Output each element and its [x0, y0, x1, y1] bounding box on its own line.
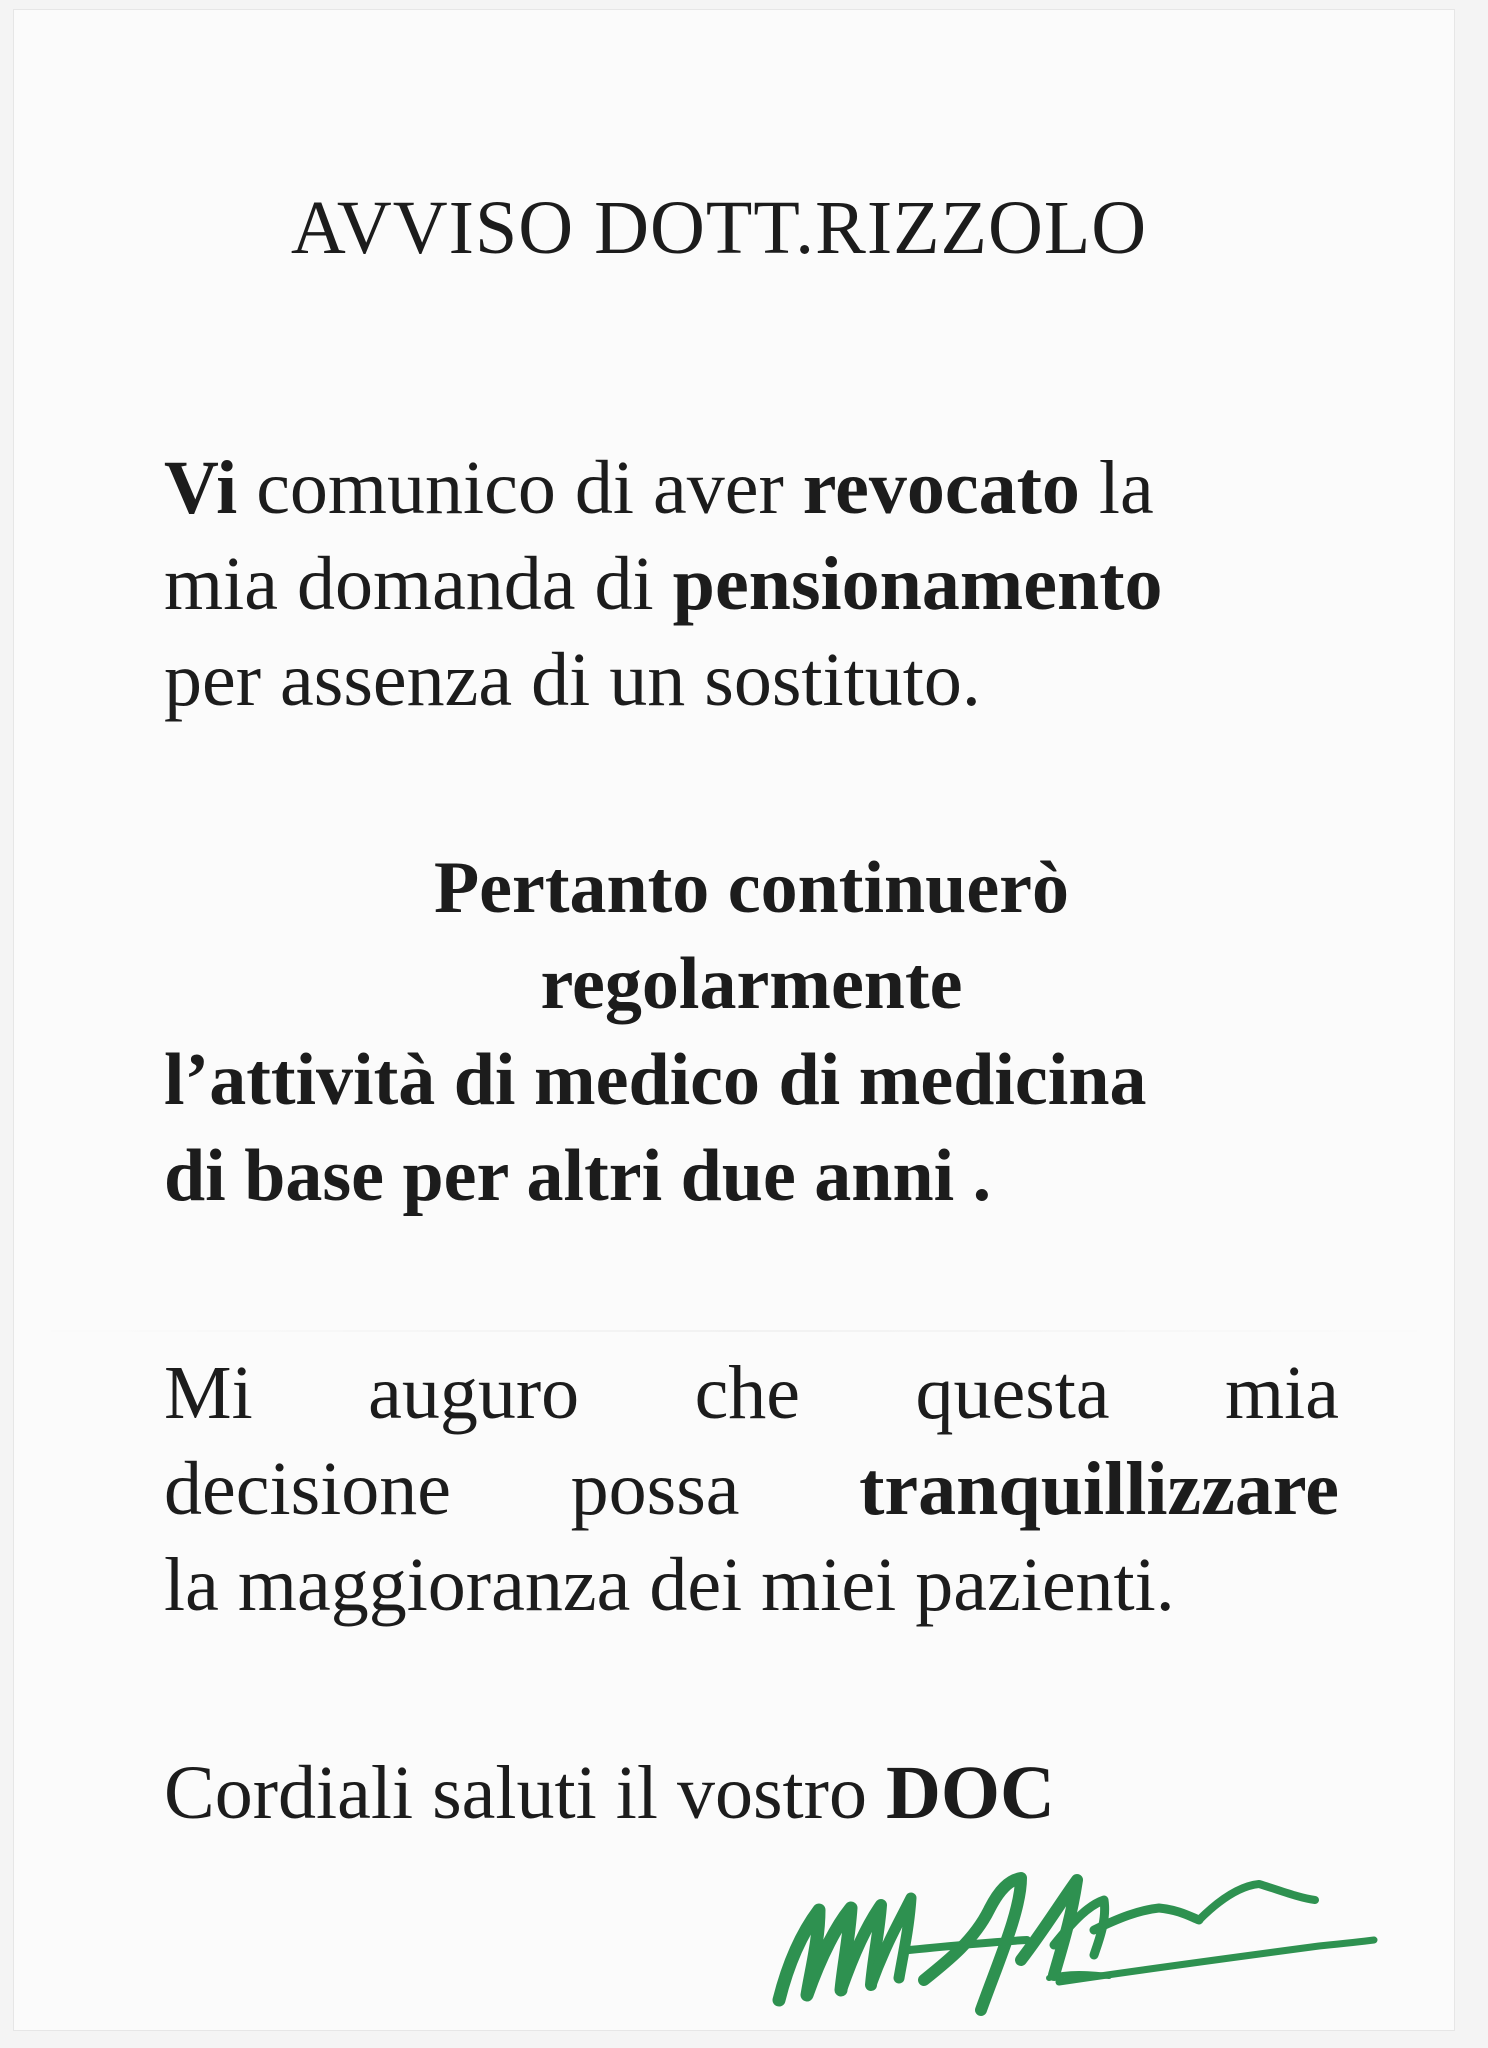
p1-line-2 [164, 536, 1339, 632]
p2-line-3: l’attività di medico di medicina [164, 1039, 1147, 1121]
p1-text-2: la [1079, 446, 1154, 530]
p1-pensionamento: pensionamento [672, 542, 1163, 626]
p3-word: auguro [368, 1351, 580, 1435]
p2-line-4: di base per altri due anni . [164, 1135, 992, 1217]
notice-page [14, 10, 1454, 2030]
p3-line-2 [164, 1441, 1339, 1537]
p3-word: decisione [164, 1447, 452, 1531]
p1-text-1: comunico di aver [237, 446, 803, 530]
p3-word: che [694, 1351, 801, 1435]
p3-tranquillizzare: tranquillizzare [859, 1447, 1339, 1531]
p2-line-1: Pertanto continuerò [433, 847, 1070, 929]
p3-word: questa [915, 1351, 1110, 1435]
closing-greeting [164, 1745, 1339, 1841]
signature-strokes [779, 1878, 1374, 2010]
p1-line-3: per assenza di un sostituto. [164, 638, 981, 722]
p1-text-3: mia domanda di [164, 542, 673, 626]
greeting-text: Cordiali saluti il vostro [164, 1751, 886, 1835]
paragraph-wish [164, 1345, 1339, 1633]
p3-word: Mi [164, 1351, 253, 1435]
notice-title: AVVISO DOTT.RIZZOLO [290, 186, 1148, 270]
handwritten-signature [759, 1850, 1379, 2020]
p2-line-2: regolarmente [540, 943, 963, 1025]
paragraph-continuation [164, 840, 1339, 1224]
paragraph-revocation [164, 440, 1339, 728]
paper-fold [14, 1330, 1454, 1332]
greeting-doc: DOC [885, 1751, 1055, 1835]
p3-line-1 [164, 1345, 1339, 1441]
p3-word: possa [570, 1447, 740, 1531]
p3-word: mia [1225, 1351, 1339, 1435]
p3-line-3: la maggioranza dei miei pazienti. [164, 1543, 1175, 1627]
p1-line-1 [164, 440, 1339, 536]
p1-revocato: revocato [802, 446, 1080, 530]
p1-vi: Vi [164, 446, 238, 530]
